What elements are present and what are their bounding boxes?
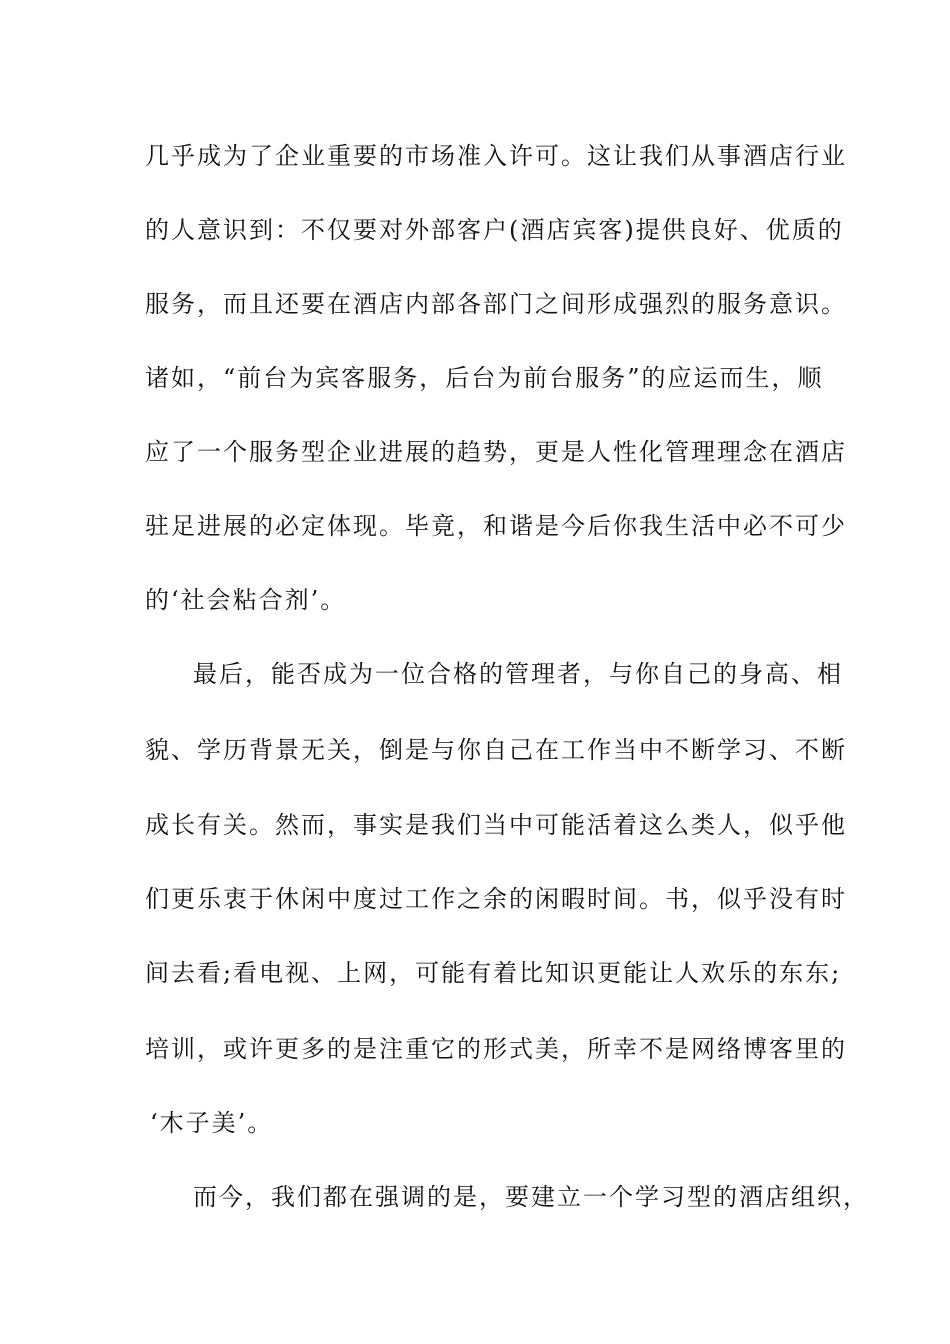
text-line-2: 的人意识到：不仅要对外部客户(酒店宾客)提供良好、优质的 (145, 216, 844, 244)
text-line-10: 成长有关。然而，事实是我们当中可能活着这么类人，似乎他 (145, 811, 847, 839)
text-line-11: 们更乐衷于休闲中度过工作之余的闲暇时间。书，似乎没有时 (145, 885, 847, 913)
paragraph-start-line-15: 而今，我们都在强调的是，要建立一个学习型的酒店组织， (193, 1183, 869, 1211)
text-line-3: 服务，而且还要在酒店内部各部门之间形成强烈的服务意识。 (145, 290, 847, 318)
text-line-1: 几乎成为了企业重要的市场准入许可。这让我们从事酒店行业 (145, 142, 847, 170)
text-line-14: ‘木子美’。 (150, 1109, 274, 1137)
text-line-7: 的‘社会粘合剂’。 (145, 586, 347, 614)
text-line-13: 培训，或许更多的是注重它的形式美，所幸不是网络博客里的 (145, 1035, 847, 1063)
text-line-5: 应了一个服务型企业进展的趋势，更是人性化管理理念在酒店 (145, 438, 847, 466)
text-line-12: 间去看;看电视、上网，可能有着比知识更能让人欢乐的东东; (145, 959, 842, 987)
text-line-6: 驻足进展的必定体现。毕竟，和谐是今后你我生活中必不可少 (145, 512, 847, 540)
text-line-9: 貌、学历背景无关，倒是与你自己在工作当中不断学习、不断 (145, 736, 847, 764)
text-line-4: 诸如，“前台为宾客服务，后台为前台服务”的应运而生，顺 (145, 364, 824, 392)
paragraph-start-line-8: 最后，能否成为一位合格的管理者，与你自己的身高、相 (193, 660, 843, 688)
